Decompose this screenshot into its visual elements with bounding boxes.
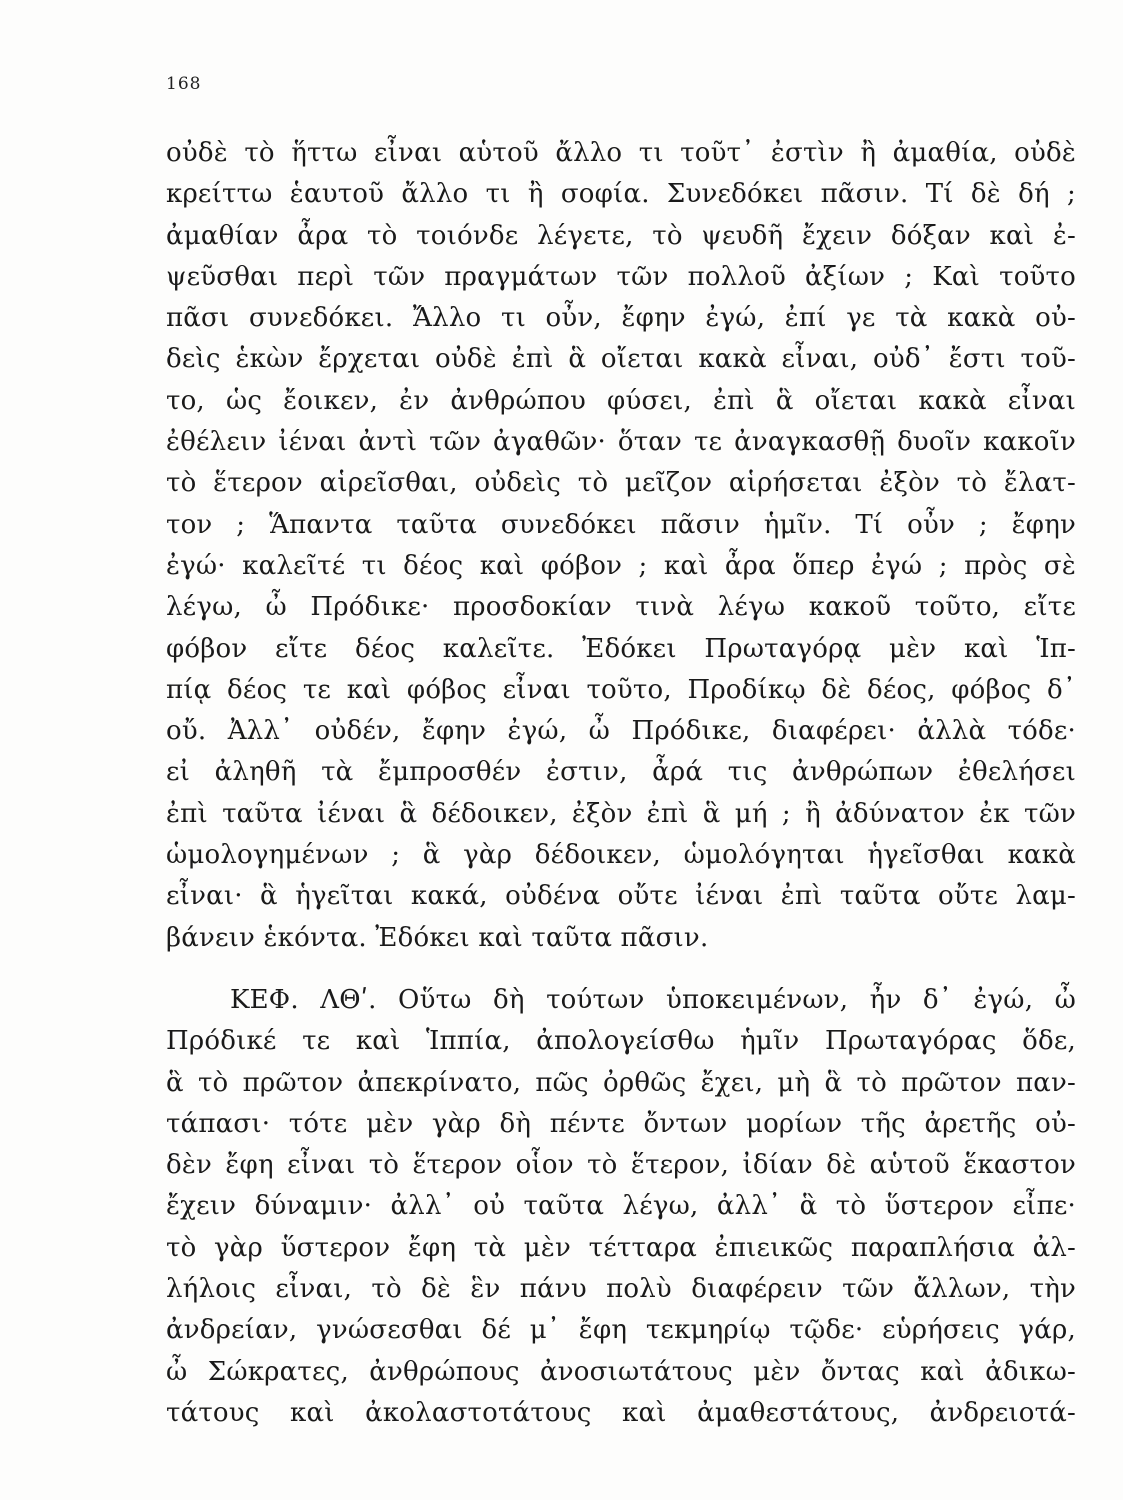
- paragraph-1: [166, 133, 1076, 959]
- text-line: οὔ. Ἀλλ᾽ οὐδέν, ἔφην ἐγώ, ὦ Πρόδικε, διαφέρει· ἀλλὰ τόδε·: [166, 716, 1076, 747]
- text-line: ὦ Σώκρατες, ἀνθρώπους ἀνοσιωτάτους μὲν ὄντας καὶ ἀδικω-: [166, 1356, 1076, 1387]
- text-line: πᾶσι συνεδόκει. Ἄλλο τι οὖν, ἔφην ἐγώ, ἐπί γε τὰ κακὰ οὐ-: [166, 303, 1076, 334]
- text-line: πίᾳ δέος τε καὶ φόβος εἶναι τοῦτο, Προδίκῳ δὲ δέος, φόβος δ᾽: [166, 674, 1076, 705]
- text-line: ἐπὶ ταῦτα ἰέναι ἃ δέδοικεν, ἐξὸν ἐπὶ ἃ μή ; ἢ ἀδύνατον ἐκ τῶν: [166, 798, 1076, 829]
- text-line: φόβον εἴτε δέος καλεῖτε. Ἐδόκει Πρωταγόρᾳ μὲν καὶ Ἱπ-: [166, 633, 1076, 664]
- text-line: ἀνδρείαν, γνώσεσθαι δέ μ᾽ ἔφη τεκμηρίῳ τῷδε· εὑρήσεις γάρ,: [166, 1315, 1076, 1346]
- text-line: τάτους καὶ ἀκολαστοτάτους καὶ ἀμαθεστάτους, ἀνδρειοτά-: [166, 1397, 1076, 1428]
- text-line: ἔχειν δύναμιν· ἀλλ᾽ οὐ ταῦτα λέγω, ἀλλ᾽ ἃ τὸ ὕστερον εἶπε·: [166, 1191, 1076, 1222]
- text-line: λήλοις εἶναι, τὸ δὲ ἓν πάνυ πολὺ διαφέρειν τῶν ἄλλων, τὴν: [166, 1274, 1076, 1305]
- text-line: το, ὡς ἔοικεν, ἐν ἀνθρώπου φύσει, ἐπὶ ἃ οἴεται κακὰ εἶναι: [166, 385, 1076, 416]
- text-line: ἐθέλειν ἰέναι ἀντὶ τῶν ἀγαθῶν· ὅταν τε ἀναγκασθῇ δυοῖν κακοῖν: [166, 427, 1076, 458]
- page-number: 168: [166, 74, 202, 94]
- text-line: λέγω, ὦ Πρόδικε· προσδοκίαν τινὰ λέγω κακοῦ τοῦτο, εἴτε: [166, 592, 1076, 623]
- text-line: εἰ ἀληθῆ τὰ ἔμπροσθέν ἐστιν, ἆρά τις ἀνθρώπων ἐθελήσει: [166, 757, 1076, 788]
- text-line: κρείττω ἑαυτοῦ ἄλλο τι ἢ σοφία. Συνεδόκει πᾶσιν. Τί δὲ δή ;: [166, 179, 1076, 210]
- text-line: τὸ ἕτερον αἱρεῖσθαι, οὐδεὶς τὸ μεῖζον αἱρήσεται ἐξὸν τὸ ἔλατ-: [166, 468, 1076, 499]
- text-line: ψεῦσθαι περὶ τῶν πραγμάτων τῶν πολλοῦ ἀξίων ; Καὶ τοῦτο: [166, 261, 1076, 292]
- text-line: ἃ τὸ πρῶτον ἀπεκρίνατο, πῶς ὀρθῶς ἔχει, μὴ ἃ τὸ πρῶτον παν-: [166, 1067, 1076, 1098]
- text-line: εἶναι· ἃ ἡγεῖται κακά, οὐδένα οὔτε ἰέναι ἐπὶ ταῦτα οὔτε λαμ-: [166, 881, 1076, 912]
- text-line: τον ; Ἅπαντα ταῦτα συνεδόκει πᾶσιν ἡμῖν. Τί οὖν ; ἔφην: [166, 509, 1076, 540]
- text-line: δεὶς ἑκὼν ἔρχεται οὐδὲ ἐπὶ ἃ οἴεται κακὰ εἶναι, οὐδ᾽ ἔστι τοῦ-: [166, 344, 1076, 375]
- text-line: τὸ γὰρ ὕστερον ἔφη τὰ μὲν τέτταρα ἐπιεικῶς παραπλήσια ἀλ-: [166, 1232, 1076, 1263]
- text-line: βάνειν ἑκόντα. Ἐδόκει καὶ ταῦτα πᾶσιν.: [166, 922, 709, 953]
- text-line: ἐγώ· καλεῖτέ τι δέος καὶ φόβον ; καὶ ἆρα ὅπερ ἐγώ ; πρὸς σὲ: [166, 550, 1076, 581]
- text-line: ὡμολογημένων ; ἃ γὰρ δέδοικεν, ὡμολόγηται ἡγεῖσθαι κακὰ: [166, 840, 1076, 871]
- text-line: Πρόδικέ τε καὶ Ἱππία, ἀπολογείσθω ἡμῖν Πρωταγόρας ὅδε,: [166, 1026, 1076, 1057]
- text-line: δὲν ἔφη εἶναι τὸ ἕτερον οἷον τὸ ἕτερον, ἰδίαν δὲ αὑτοῦ ἕκαστον: [166, 1150, 1076, 1181]
- text-line: οὐδὲ τὸ ἥττω εἶναι αὑτοῦ ἄλλο τι τοῦτ᾽ ἐστὶν ἢ ἀμαθία, οὐδὲ: [166, 138, 1076, 168]
- text-line: τάπασι· τότε μὲν γὰρ δὴ πέντε ὄντων μορίων τῆς ἀρετῆς οὐ-: [166, 1108, 1076, 1139]
- chapter-heading-line: ΚΕΦ. ΛΘʹ. Οὕτω δὴ τούτων ὑποκειμένων, ἦν δ᾽ ἐγώ, ὦ: [230, 985, 1076, 1015]
- text-line: ἀμαθίαν ἆρα τὸ τοιόνδε λέγετε, τὸ ψευδῆ ἔχειν δόξαν καὶ ἐ-: [166, 220, 1076, 251]
- paragraph-2: [166, 980, 1076, 1434]
